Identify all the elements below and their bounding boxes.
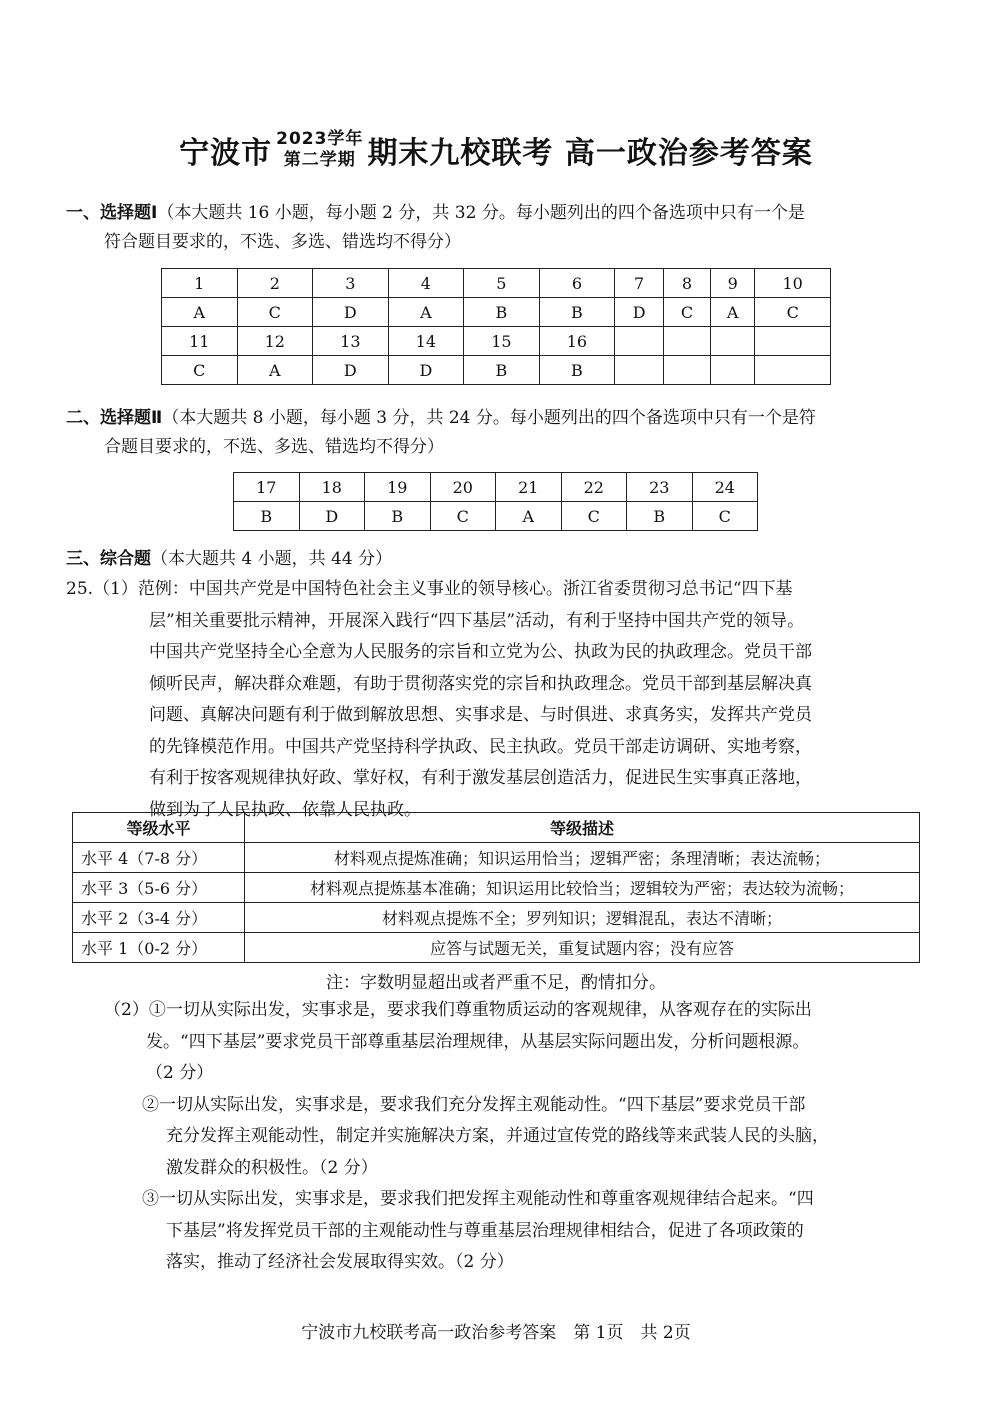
table-cell [710,327,754,356]
table-cell: D [313,356,389,385]
table-cell: D [388,356,464,385]
text-line: 倾听民声，解决群众难题，有助于贯彻落实党的宗旨和执政理念。党员干部到基层解决真 [149,673,812,694]
text-line: ③一切从实际出发，实事求是，要求我们把发挥主观能动性和尊重客观规律结合起来。“四 [142,1189,814,1209]
table-cell: C [237,298,313,327]
title-term: 第二学期 [283,150,356,170]
table-cell: 7 [615,269,664,298]
section3-desc: （本大题共 4 小题，共 44 分） [151,549,393,569]
level-description: 材料观点提炼不全；罗列知识；逻辑混乱，表达不清晰； [245,903,920,933]
level-name: 水平 3（5-6 分） [73,873,245,903]
table-cell: 23 [627,473,693,502]
section1-answer-table [161,268,831,385]
table-cell: 18 [299,473,365,502]
table-cell: A [710,298,754,327]
table-row [73,903,920,933]
section2-answer-table [233,472,758,531]
title-year: 2023学年 [276,129,364,149]
text-line: ②一切从实际出发，实事求是，要求我们充分发挥主观能动性。“四下基层”要求党员干部 [142,1094,806,1115]
table-cell: A [162,298,238,327]
section2-intro [66,405,816,431]
table-cell: 12 [237,327,313,356]
table-cell [755,356,831,385]
text-line: 下基层”将发挥党员干部的主观能动性与尊重基层治理规律相结合，促进了各项政策的 [166,1220,804,1241]
section2-heading: 二、选择题Ⅱ [66,408,163,428]
section1-heading: 一、选择题Ⅰ [66,203,158,223]
text-line: 充分发挥主观能动性，制定并实施解决方案，并通过宣传党的路线等来武装人民的头脑， [166,1126,829,1146]
q25-part2 [104,995,934,1279]
table-row [73,873,920,903]
table-cell: 2 [237,269,313,298]
table-cell: C [664,298,711,327]
text-line: 做到为了人民执政、依靠人民执政。 [149,799,421,820]
table-cell: 20 [430,473,496,502]
table-cell: C [692,502,758,531]
text-line: 有利于按客观规律执好政、掌好权，有利于激发基层创造活力，促进民生实事真正落地， [149,768,812,788]
table-cell: 1 [162,269,238,298]
table-cell: B [627,502,693,531]
table-cell: B [464,356,540,385]
title-year-term [276,129,363,171]
level-description: 材料观点提炼准确；知识运用恰当；逻辑严密；条理清晰；表达流畅； [245,843,920,873]
table-row [234,502,758,531]
table-cell: 8 [664,269,711,298]
text-line: 发。“四下基层”要求党员干部尊重基层治理规律，从基层实际问题出发，分析问题根源。 [146,1031,810,1052]
text-line: 落实，推动了经济社会发展取得实效。（2 分） [166,1252,514,1272]
section2-desc-1: （本大题共 8 小题，每小题 3 分，共 24 分。每小题列出的四个备选项中只有一个是符 [162,408,816,428]
table-cell: B [365,502,431,531]
text-line: 25.（1）范例：中国共产党是中国特色社会主义事业的领导核心。浙江省委贯彻习总书记“四下基 [66,579,793,599]
table-cell: 13 [313,327,389,356]
table-cell: 5 [464,269,540,298]
table-row [73,933,920,963]
header-level: 等级水平 [73,813,245,843]
table-cell: 22 [561,473,627,502]
level-description: 材料观点提炼基本准确；知识运用比较恰当；逻辑较为严密；表达较为流畅； [245,873,920,903]
table-cell [615,327,664,356]
table-cell: 24 [692,473,758,502]
text-line: 激发群众的积极性。（2 分） [166,1157,378,1178]
level-name: 水平 1（0-2 分） [73,933,245,963]
grading-levels-table [72,812,920,963]
table-row [234,473,758,502]
table-cell: 17 [234,473,300,502]
header-description: 等级描述 [245,813,920,843]
table-cell: D [615,298,664,327]
section1-intro [66,200,805,226]
page-footer: 宁波市九校联考高一政治参考答案 第 1页 共 2页 [301,1323,691,1343]
text-line: 的先锋模范作用。中国共产党坚持科学执政、民主执政。党员干部走访调研、实地考察， [149,736,812,757]
table-cell: C [561,502,627,531]
table-cell: B [464,298,540,327]
title-city: 宁波市 [179,136,273,171]
table-cell: 16 [539,327,615,356]
level-name: 水平 4（7-8 分） [73,843,245,873]
table-row [73,843,920,873]
table-cell [664,327,711,356]
table-row [162,298,831,327]
table-cell: D [299,502,365,531]
table-cell: A [388,298,464,327]
table-cell: A [237,356,313,385]
section2-desc-2: 合题目要求的，不选、多选、错选均不得分） [104,437,444,457]
section1-desc-2: 符合题目要求的，不选、多选、错选均不得分） [104,232,461,252]
table-cell: 4 [388,269,464,298]
level-name: 水平 2（3-4 分） [73,903,245,933]
level-description: 应答与试题无关，重复试题内容；没有应答 [245,933,920,963]
table-cell: 9 [710,269,754,298]
table-cell: 3 [313,269,389,298]
table-cell: 21 [496,473,562,502]
text-line: 问题、真解决问题有利于做到解放思想、实事求是、与时俱进、求真务实，发挥共产党员 [149,705,812,725]
section3-heading: 三、综合题 [66,549,151,569]
table-cell: B [539,298,615,327]
table-cell: 14 [388,327,464,356]
text-line: 层”相关重要批示精神，开展深入践行“四下基层”活动，有利于坚持中国共产党的领导。 [149,610,805,631]
table-cell: C [755,298,831,327]
table-cell: B [539,356,615,385]
text-line: （2）①一切从实际出发，实事求是，要求我们尊重物质运动的客观规律，从客观存在的实际出 [104,1000,812,1020]
table-row [162,356,831,385]
table-cell: 15 [464,327,540,356]
table-header-row [73,813,920,843]
table-row [162,327,831,356]
table-cell: 10 [755,269,831,298]
table-cell: A [496,502,562,531]
table-cell: 6 [539,269,615,298]
text-line: 中国共产党坚持全心全意为人民服务的宗旨和立党为公、执政为民的执政理念。党员干部 [149,642,812,662]
q25-part1 [66,574,936,826]
table-cell [664,356,711,385]
section3-intro [66,546,392,572]
grading-note: 注：字数明显超出或者严重不足，酌情扣分。 [326,973,666,993]
page-title [0,128,992,172]
table-cell: C [430,502,496,531]
title-rest: 期末九校联考 高一政治参考答案 [367,136,813,171]
table-cell: 19 [365,473,431,502]
table-cell: D [313,298,389,327]
text-line: （2 分） [146,1063,214,1083]
table-cell [615,356,664,385]
table-cell [755,327,831,356]
table-row [162,269,831,298]
table-cell: 11 [162,327,238,356]
table-cell [710,356,754,385]
section1-desc-1: （本大题共 16 小题，每小题 2 分，共 32 分。每小题列出的四个备选项中只有一个是 [157,203,805,223]
table-cell: C [162,356,238,385]
table-cell: B [234,502,300,531]
